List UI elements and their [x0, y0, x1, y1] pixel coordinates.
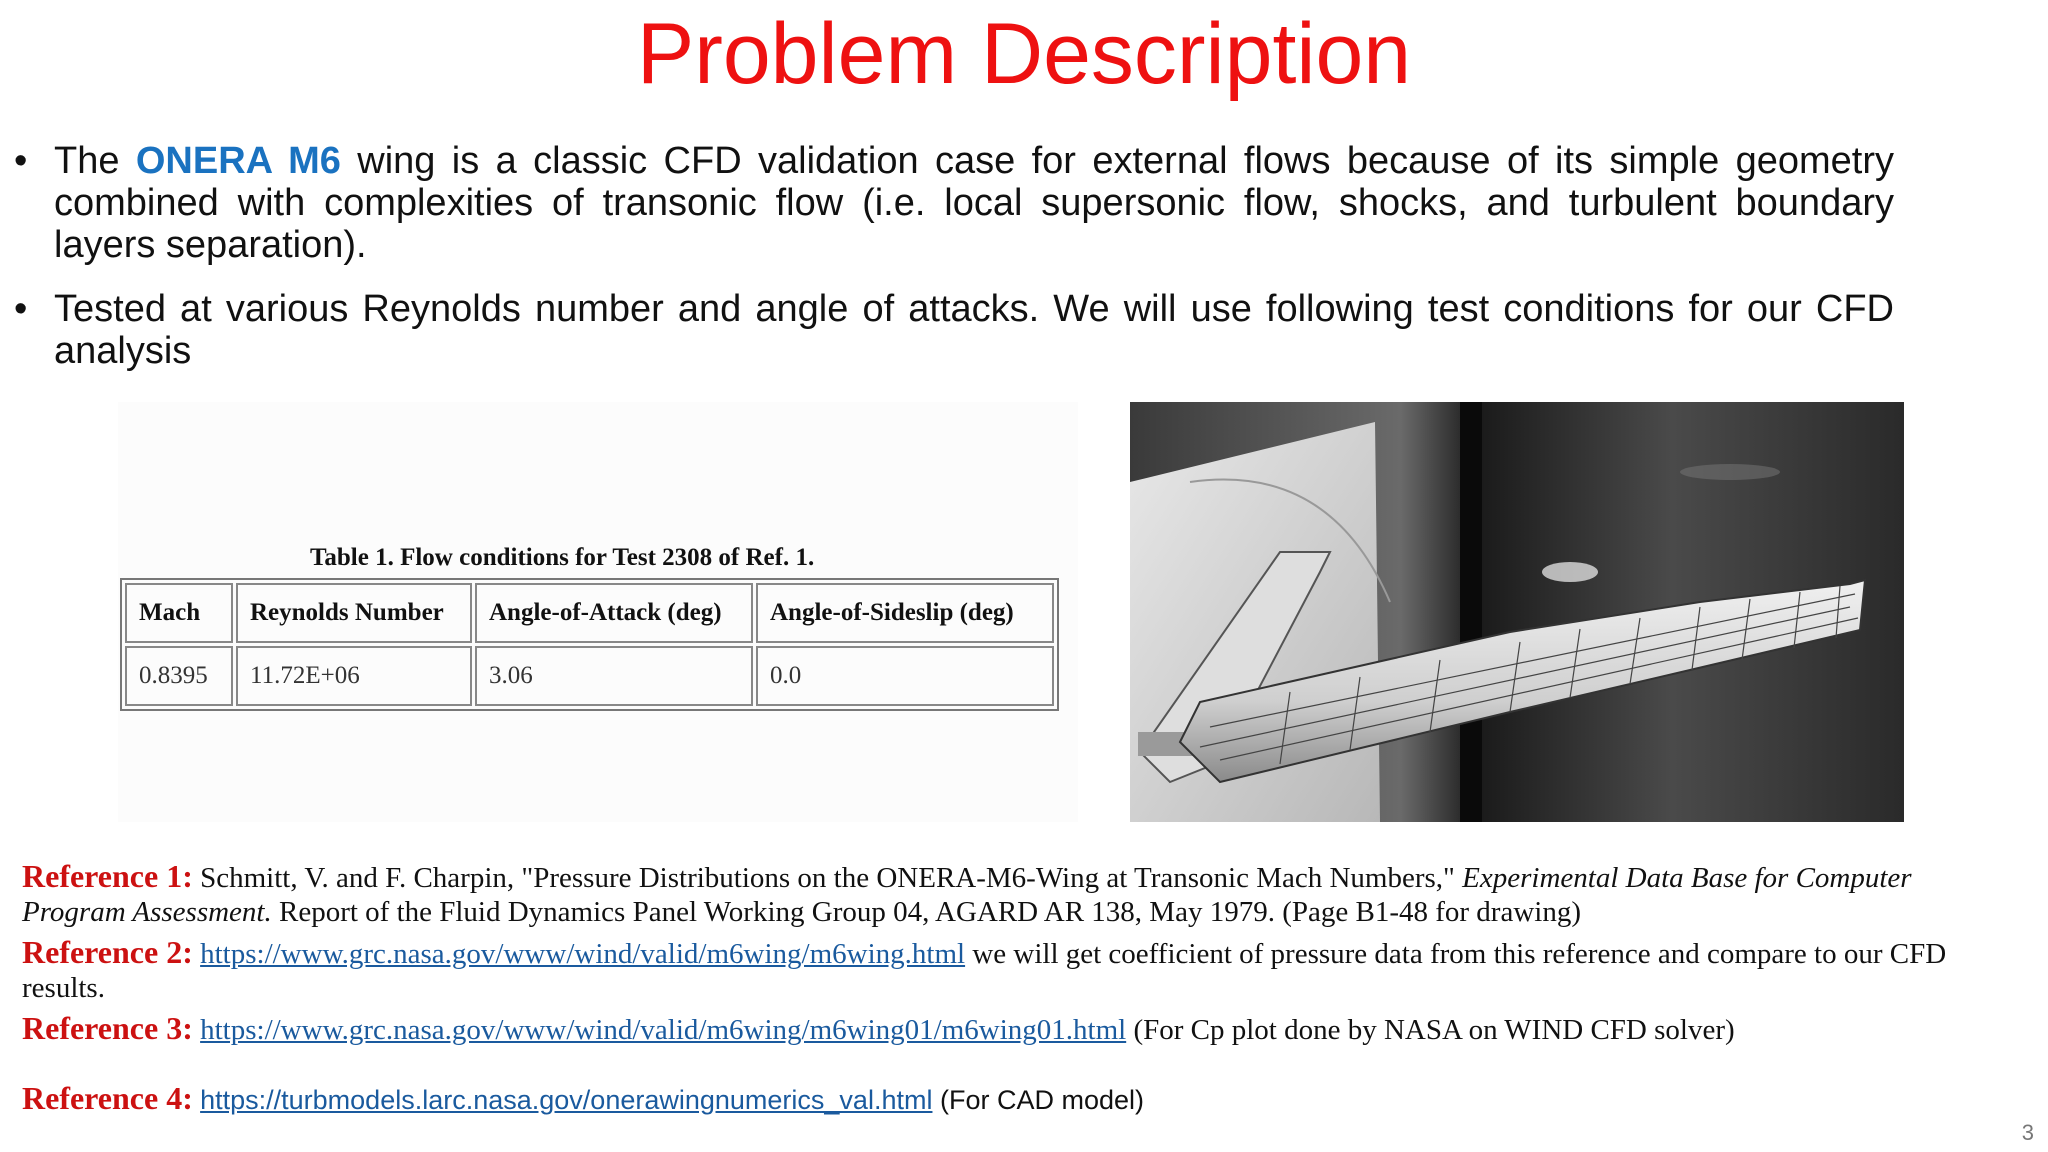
slide-title: Problem Description: [636, 6, 1412, 102]
reference-3-label: Reference 3:: [22, 1010, 193, 1046]
header-mach: Mach: [125, 583, 233, 643]
flow-conditions-table-image: [118, 402, 1078, 822]
wing-photo-illustration: [1130, 402, 1904, 822]
reference-1-text: Schmitt, V. and F. Charpin, "Pressure Distributions on the ONERA-M6-Wing at Transonic Mach Numbers,": [192, 862, 1463, 894]
page-number: 3: [2021, 1120, 2034, 1145]
tunnel-frame: [1460, 402, 1482, 822]
reference-3-text: (For Cp plot done by NASA on WIND CFD solver): [1126, 1014, 1735, 1046]
cell-reynolds: 11.72E+06: [236, 646, 472, 706]
reference-1-text-cont: Report of the Fluid Dynamics Panel Working Group 04, AGARD AR 138, May 1979. (Page B1-48 for drawing): [271, 896, 1581, 928]
header-angle-of-sideslip: Angle-of-Sideslip (deg): [756, 583, 1054, 643]
bullet-text-pre: The: [54, 140, 136, 182]
table-caption: Table 1. Flow conditions for Test 2308 of Ref. 1.: [310, 544, 815, 571]
reference-4-text: (For CAD model): [932, 1085, 1144, 1115]
cell-angle-of-sideslip: 0.0: [756, 646, 1054, 706]
reference-1-italic: Experimental Data Base for Computer: [1462, 862, 1912, 894]
bullet-text: [54, 140, 1894, 266]
tunnel-reflection: [1680, 464, 1780, 480]
bullet-list: [14, 140, 1894, 394]
reference-2-text-cont: results.: [22, 972, 105, 1004]
reference-1-label: Reference 1:: [22, 858, 193, 894]
reference-3: [22, 1010, 1735, 1047]
header-reynolds: Reynolds Number: [236, 583, 472, 643]
reference-4-label: Reference 4:: [22, 1080, 193, 1116]
table-header-row: [125, 583, 1054, 643]
wing-wind-tunnel-photo: [1130, 402, 1904, 822]
reference-1-continued: [22, 896, 1581, 929]
bullet-text-post: wing is a classic CFD validation case for external flows because of its simple geometry combined with complexities of transonic flow (i.e. local supersonic flow, shocks, and turbulent boundary layers separation).: [54, 140, 1894, 266]
reference-2-continued: [22, 972, 105, 1005]
light-reflection: [1542, 562, 1598, 582]
cell-angle-of-attack: 3.06: [475, 646, 753, 706]
flow-conditions-table: [120, 578, 1059, 711]
onera-m6-highlight: ONERA M6: [135, 140, 341, 182]
reference-2-label: Reference 2:: [22, 934, 193, 970]
bullet-marker: •: [14, 140, 28, 182]
reference-3-link[interactable]: https://www.grc.nasa.gov/www/wind/valid/m6wing/m6wing01/m6wing01.html: [200, 1014, 1127, 1046]
reference-2-text: we will get coefficient of pressure data from this reference and compare to our CFD: [965, 938, 1947, 970]
reference-1: [22, 858, 1912, 895]
bullet-text-pre: Tested at various Reynolds number and angle of attacks. We will use following test conditions for our CFD analysis: [54, 288, 1894, 372]
table-row: [125, 646, 1054, 706]
bullet-item: [14, 288, 1894, 372]
cell-mach: 0.8395: [125, 646, 233, 706]
reference-1-italic-cont: Program Assessment.: [22, 896, 272, 928]
header-angle-of-attack: Angle-of-Attack (deg): [475, 583, 753, 643]
bullet-text: [54, 288, 1894, 372]
reference-4: [22, 1080, 1144, 1117]
bullet-item: [14, 140, 1894, 266]
reference-4-link[interactable]: https://turbmodels.larc.nasa.gov/onerawingnumerics_val.html: [200, 1085, 933, 1115]
bullet-marker: •: [14, 288, 28, 330]
reference-2: [22, 934, 1946, 971]
reference-2-link[interactable]: https://www.grc.nasa.gov/www/wind/valid/m6wing/m6wing.html: [200, 938, 966, 970]
